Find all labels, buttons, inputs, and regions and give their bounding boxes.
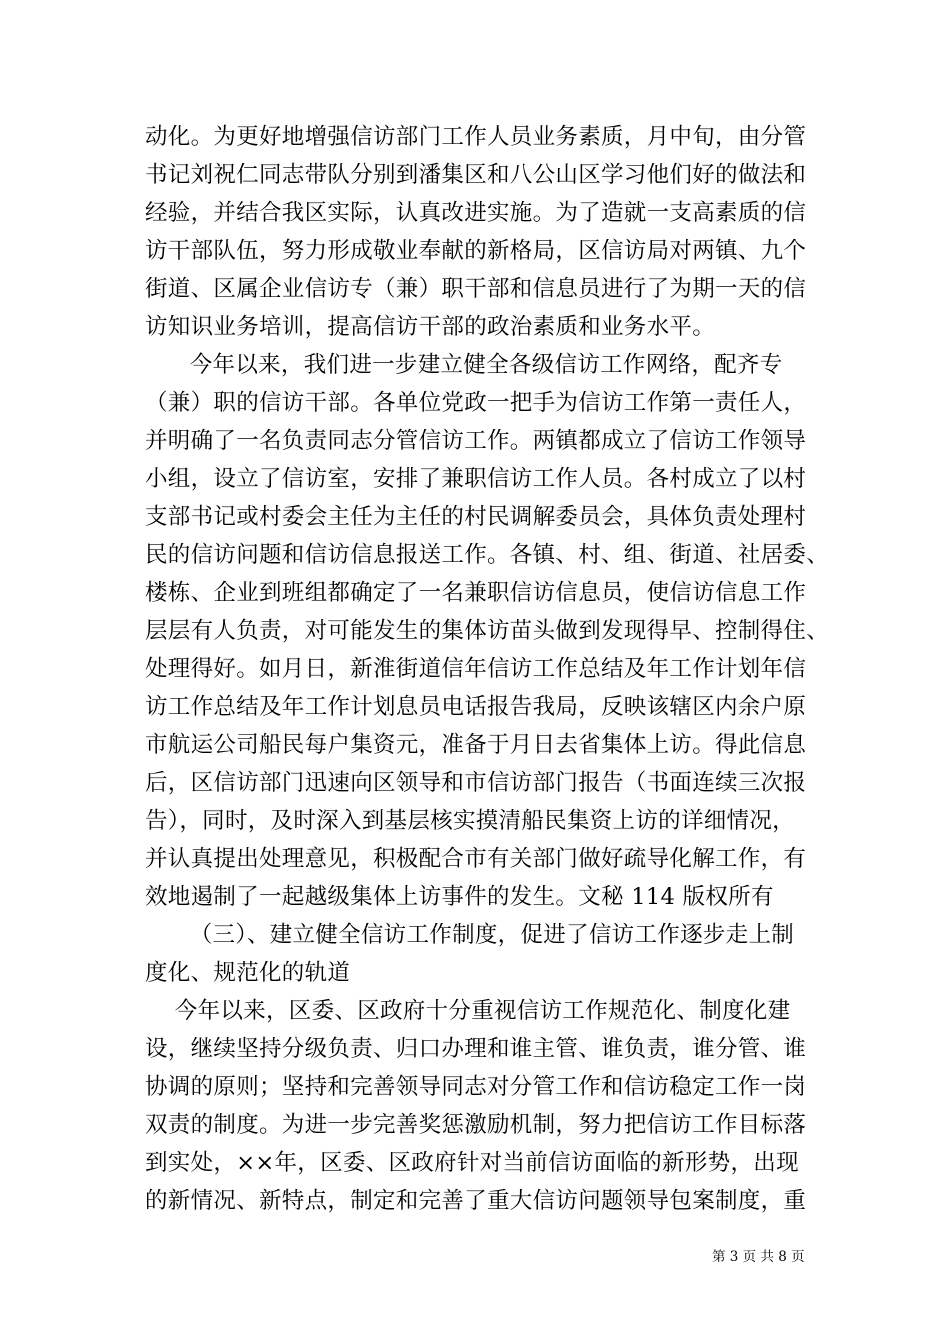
text-line: 告），同时，及时深入到基层核实摸清船民集资上访的详细情况，	[145, 808, 795, 834]
text-line: 小组，设立了信访室，安排了兼职信访工作人员。各村成立了以村	[145, 466, 807, 492]
text-line: 的新情况、新特点，制定和完善了重大信访问题领导包案制度，重	[145, 1188, 807, 1214]
section-heading	[145, 916, 815, 992]
text-line: 后，区信访部门迅速向区领导和市信访部门报告（书面连续三次报	[145, 770, 807, 796]
text-line: 今年以来，区委、区政府十分重视信访工作规范化、制度化建	[145, 998, 791, 1024]
page-number: 第 3 页 共 8 页	[712, 1249, 805, 1265]
paragraph	[145, 346, 830, 916]
text-line: 并认真提出处理意见，积极配合市有关部门做好疏导化解工作，有	[145, 846, 807, 872]
paragraph	[145, 992, 815, 1220]
text-line: （三）、建立健全信访工作制度，促进了信访工作逐步走上制	[145, 922, 795, 948]
text-line: 层层有人负责，对可能发生的集体访苗头做到发现得早、控制得住、	[145, 618, 830, 644]
text-line: 处理得好。如月日，新淮街道信年信访工作总结及年工作计划年信	[145, 656, 807, 682]
text-line: 市航运公司船民每户集资元，准备于月日去省集体上访。得此信息	[145, 732, 807, 758]
text-line: 动化。为更好地增强信访部门工作人员业务素质，月中旬，由分管	[145, 124, 807, 150]
text-line: 效地遏制了一起越级集体上访事件的发生。文秘 114 版权所有	[145, 884, 774, 910]
text-line: 经验，并结合我区实际，认真改进实施。为了造就一支高素质的信	[145, 200, 807, 226]
text-line: 设，继续坚持分级负责、归口办理和谁主管、谁负责，谁分管、谁	[145, 1036, 807, 1062]
text-line: 民的信访问题和信访信息报送工作。各镇、村、组、街道、社居委、	[145, 542, 830, 568]
text-line: 并明确了一名负责同志分管信访工作。两镇都成立了信访工作领导	[145, 428, 807, 454]
text-line: 访工作总结及年工作计划息员电话报告我局，反映该辖区内余户原	[145, 694, 807, 720]
text-line: 协调的原则；坚持和完善领导同志对分管工作和信访稳定工作一岗	[145, 1074, 807, 1100]
text-line: 今年以来，我们进一步建立健全各级信访工作网络，配齐专	[145, 352, 783, 378]
text-line: 度化、规范化的轨道	[145, 960, 351, 986]
text-line: 访知识业务培训，提高信访干部的政治素质和业务水平。	[145, 314, 716, 340]
text-line: 支部书记或村委会主任为主任的村民调解委员会，具体负责处理村	[145, 504, 807, 530]
text-line: 书记刘祝仁同志带队分别到潘集区和八公山区学习他们好的做法和	[145, 162, 807, 188]
text-line: 楼栋、企业到班组都确定了一名兼职信访信息员，使信访信息工作	[145, 580, 807, 606]
text-line: 到实处，××年，区委、区政府针对当前信访面临的新形势，出现	[145, 1150, 799, 1176]
text-line: 双责的制度。为进一步完善奖惩激励机制，努力把信访工作目标落	[145, 1112, 807, 1138]
paragraph	[145, 118, 815, 346]
text-line: （兼）职的信访干部。各单位党政一把手为信访工作第一责任人，	[145, 390, 807, 416]
text-line: 访干部队伍，努力形成敬业奉献的新格局，区信访局对两镇、九个	[145, 238, 807, 264]
text-line: 街道、区属企业信访专（兼）职干部和信息员进行了为期一天的信	[145, 276, 807, 302]
document-body	[145, 118, 830, 1220]
